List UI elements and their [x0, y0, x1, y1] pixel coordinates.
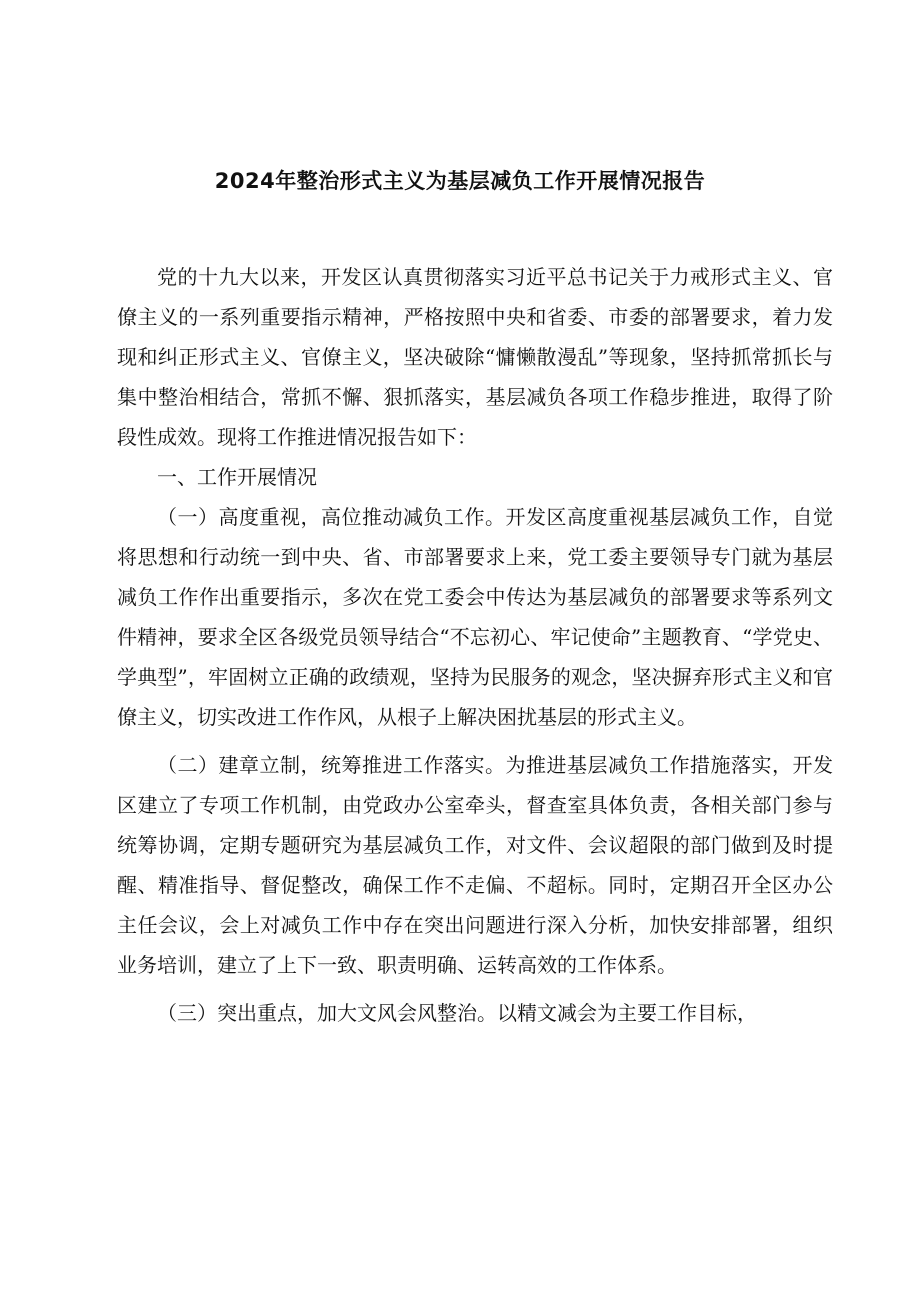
paragraph-gap [117, 737, 833, 745]
paragraph-2: （二）建章立制，统筹推进工作落实。为推进基层减负工作措施落实，开发区建立了专项工作机制，由党政办公室牵头，督查室具体负责，各相关部门参与统筹协调，定期专题研究为基层减负工作，对文件、会议超限的部门做到及时提醒、精准指导、督促整改，确保工作不走偏、不超标。同时，定期召开全区办公主任会议，会上对减负工作中存在突出问题进行深入分析，加快安排部署，组织业务培训，建立了上下一致、职责明确、运转高效的工作体系。 [117, 753, 833, 977]
section-heading: 一、工作开展情况 [157, 465, 317, 489]
intro-paragraph: 党的十九大以来，开发区认真贯彻落实习近平总书记关于力戒形式主义、官僚主义的一系列重要指示精神，严格按照中央和省委、市委的部署要求，着力发现和纠正形式主义、官僚主义，坚决破除“慵懒散漫乱”等现象，坚持抓常抓长与集中整治相结合，常抓不懈、狠抓落实，基层减负各项工作稳步推进，取得了阶段性成效。现将工作推进情况报告如下： [117, 265, 833, 449]
document-title: 2024年整治形式主义为基层减负工作开展情况报告 [214, 169, 706, 193]
document-body [117, 257, 833, 1033]
paragraph-3: （三）突出重点，加大文风会风整治。以精文减会为主要工作目标， [157, 1001, 757, 1025]
paragraph-gap [117, 985, 833, 993]
paragraph-1: （一）高度重视，高位推动减负工作。开发区高度重视基层减负工作，自觉将思想和行动统一到中央、省、市部署要求上来，党工委主要领导专门就为基层减负工作作出重要指示，多次在党工委会中传达为基层减负的部署要求等系列文件精神，要求全区各级党员领导结合“不忘初心、牢记使命”主题教育、“学党史、学典型”，牢固树立正确的政绩观，坚持为民服务的观念，坚决摒弃形式主义和官僚主义，切实改进工作作风，从根子上解决困扰基层的形式主义。 [117, 505, 833, 729]
